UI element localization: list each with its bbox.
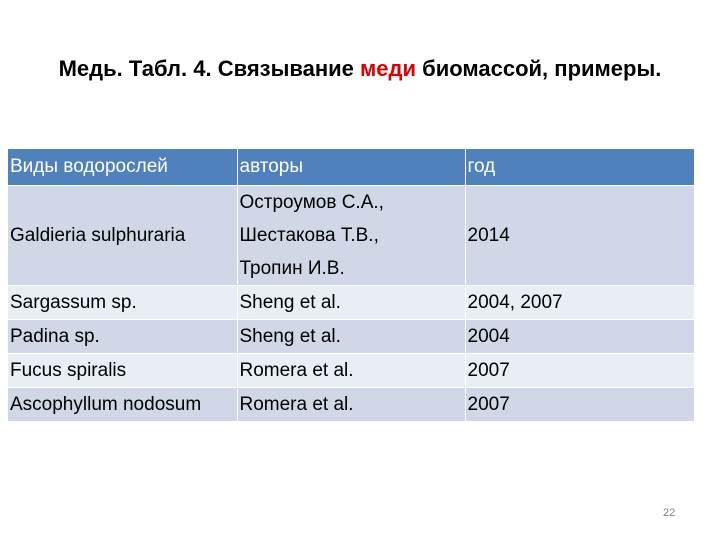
table-row: [8, 354, 694, 388]
author-line: Тропин И.В.: [239, 258, 345, 279]
title-highlight: меди: [360, 56, 417, 81]
author-line: Шестакова Т.В.,: [239, 225, 379, 246]
table-row: [8, 286, 694, 320]
header-species: Виды водорослей: [8, 149, 237, 186]
cell-year: 2007: [465, 354, 694, 388]
cell-year: 2007: [465, 388, 694, 422]
cell-species: Ascophyllum nodosum: [8, 388, 237, 422]
cell-species: Padina sp.: [8, 320, 237, 354]
title-suffix: биомассой, примеры.: [416, 56, 662, 81]
table-row: [8, 320, 694, 354]
cell-year: 2004, 2007: [465, 286, 694, 320]
cell-authors: Romera et al.: [237, 354, 465, 388]
table-row: [8, 388, 694, 422]
header-year: год: [465, 149, 694, 186]
cell-year: 2014: [465, 186, 694, 286]
cell-authors: Romera et al.: [237, 388, 465, 422]
cell-authors: [237, 186, 465, 286]
cell-year: 2004: [465, 320, 694, 354]
author-line: Остроумов С.А.,: [239, 192, 384, 213]
cell-species: Sargassum sp.: [8, 286, 237, 320]
page-number: 22: [663, 507, 676, 519]
table-row: [8, 186, 694, 286]
header-authors: авторы: [237, 149, 465, 186]
title-prefix: Медь. Табл. 4. Связывание: [58, 56, 361, 81]
algae-copper-table: [8, 149, 695, 422]
cell-species: Fucus spiralis: [8, 354, 237, 388]
slide-title: [0, 56, 720, 82]
cell-authors: Sheng et al.: [237, 320, 465, 354]
cell-authors: Sheng et al.: [237, 286, 465, 320]
cell-species: Galdieria sulphuraria: [8, 186, 237, 286]
table-header-row: [8, 149, 694, 186]
